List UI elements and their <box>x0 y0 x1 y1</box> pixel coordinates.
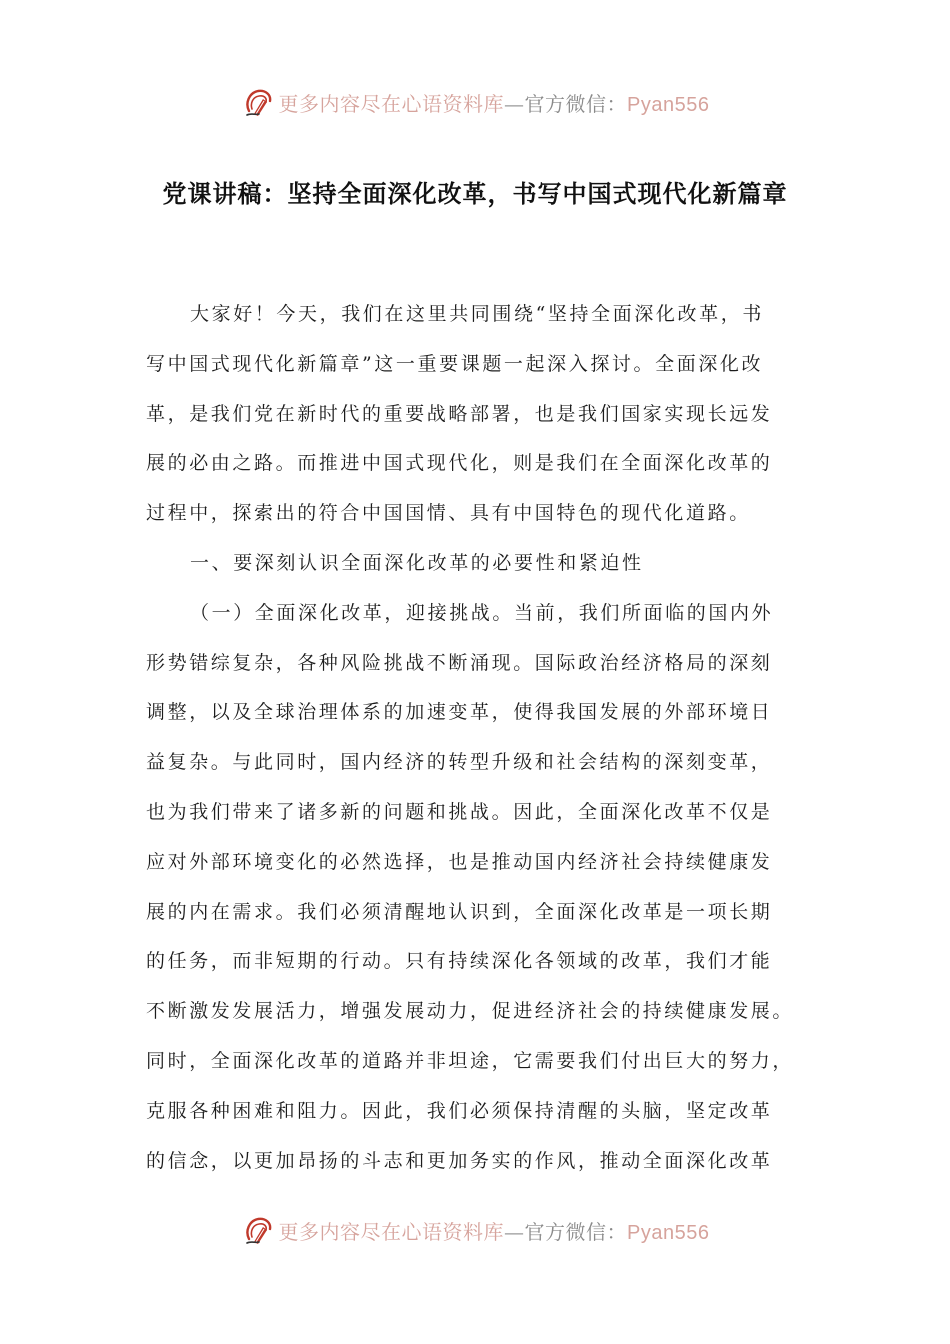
body-line: 的信念，以更加昂扬的斗志和更加务实的作风，推动全面深化改革 <box>146 1149 773 1172</box>
pen-nib-logo-icon <box>241 85 275 119</box>
body-line: 益复杂。与此同时，国内经济的转型升级和社会结构的深刻变革， <box>146 751 773 774</box>
body-line: 过程中，探索出的符合中国国情、具有中国特色的现代化道路。 <box>146 502 751 525</box>
body-line: 调整，以及全球治理体系的加速变革，使得我国发展的外部环境日 <box>146 701 773 724</box>
pen-nib-logo-icon <box>241 1213 275 1247</box>
body-line: 同时，全面深化改革的道路并非坦途，它需要我们付出巨大的努力， <box>146 1049 795 1072</box>
body-line: 克服各种困难和阻力。因此，我们必须保持清醒的头脑，坚定改革 <box>146 1099 773 1122</box>
header-site-text: 更多内容尽在心语资料库 <box>278 91 505 116</box>
header-banner-text <box>279 88 710 117</box>
body-line: 的任务，而非短期的行动。只有持续深化各领域的改革，我们才能 <box>146 950 773 973</box>
header-dash: — <box>504 91 525 116</box>
body-line: 一、要深刻认识全面深化改革的必要性和紧迫性 <box>190 551 644 574</box>
header-banner <box>0 80 950 124</box>
footer-banner-text <box>279 1216 710 1245</box>
footer-account-label: 官方微信： <box>524 1219 628 1244</box>
header-account-label: 官方微信： <box>524 91 628 116</box>
body-line: 不断激发发展活力，增强发展动力，促进经济社会的持续健康发展。 <box>146 1000 795 1023</box>
body-line: 形势错综复杂，各种风险挑战不断涌现。国际政治经济格局的深刻 <box>146 651 773 674</box>
footer-dash: — <box>504 1219 525 1244</box>
body-line: 应对外部环境变化的必然选择，也是推动国内经济社会持续健康发 <box>146 850 773 873</box>
footer-banner <box>0 1208 950 1252</box>
document-title: 党课讲稿：坚持全面深化改革，书写中国式现代化新篇章 <box>162 180 788 208</box>
footer-site-text: 更多内容尽在心语资料库 <box>278 1219 505 1244</box>
body-line: 写中国式现代化新篇章”这一重要课题一起深入探讨。全面深化改 <box>146 352 764 375</box>
body-line: 也为我们带来了诸多新的问题和挑战。因此，全面深化改革不仅是 <box>146 800 773 823</box>
body-line: 展的内在需求。我们必须清醒地认识到，全面深化改革是一项长期 <box>146 900 773 923</box>
footer-account-id: Pyan556 <box>627 1221 710 1244</box>
body-line: 大家好！今天，我们在这里共同围绕“坚持全面深化改革，书 <box>190 303 764 325</box>
header-account-id: Pyan556 <box>627 93 710 116</box>
document-body <box>146 290 822 1186</box>
body-line: （一）全面深化改革，迎接挑战。当前，我们所面临的国内外 <box>190 601 774 624</box>
body-line: 展的必由之路。而推进中国式现代化，则是我们在全面深化改革的 <box>146 452 773 475</box>
body-line: 革，是我们党在新时代的重要战略部署，也是我们国家实现长远发 <box>146 402 773 425</box>
